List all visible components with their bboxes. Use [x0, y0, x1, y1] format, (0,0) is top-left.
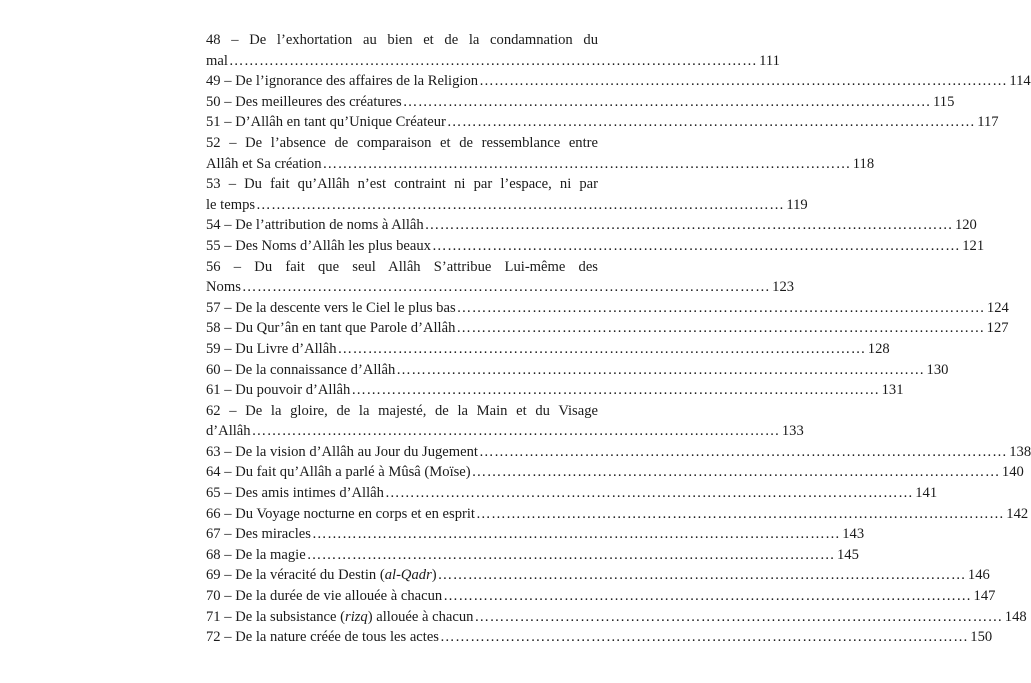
toc-entry[interactable]	[206, 504, 1029, 525]
toc-entry-title: 58 – Du Qur’ân en tant que Parole d’Allâh	[206, 320, 456, 337]
toc-page-number: 143	[842, 526, 865, 543]
toc-entry[interactable]	[206, 360, 949, 381]
toc-entry-title: 72 – De la nature créée de tous les actes	[206, 629, 439, 646]
toc-entry-title: 63 – De la vision d’Allâh au Jour du Jugement	[206, 443, 478, 460]
toc-entry-title: 52 – De l’absence de comparaison et de ressemblance entre	[206, 134, 598, 151]
toc-page-number: 146	[967, 567, 990, 584]
toc-page-number: 121	[962, 237, 985, 254]
toc-leader-dots: ……………………………………………………………………………………………	[443, 588, 972, 605]
toc-entry-line	[206, 524, 865, 545]
toc-entry-line	[206, 462, 1024, 483]
toc-page-number: 124	[986, 299, 1009, 316]
toc-leader-dots: ……………………………………………………………………………………………	[322, 155, 851, 172]
toc-entry-title: 60 – De la connaissance d’Allâh	[206, 361, 396, 378]
toc-entry[interactable]	[206, 483, 938, 504]
toc-leader-dots: ……………………………………………………………………………………………	[241, 279, 771, 296]
toc-entry[interactable]	[206, 442, 1031, 463]
toc-entry-line	[206, 257, 598, 278]
toc-entry-line	[206, 504, 1029, 525]
toc-entry-title: 48 – De l’exhortation au bien et de la condamnation du	[206, 32, 598, 48]
toc-entry-line	[206, 236, 985, 257]
toc-entry-title: 49 – De l’ignorance des affaires de la Religion	[206, 73, 479, 90]
toc-entry-line	[206, 30, 598, 51]
toc-leader-dots: ……………………………………………………………………………………………	[456, 320, 985, 337]
toc-page-number: 118	[852, 155, 875, 172]
toc-entry[interactable]	[206, 298, 1009, 319]
toc-entry-title: 53 – Du fait qu’Allâh n’est contraint ni par l’espace, ni par	[206, 176, 598, 193]
toc-entry-title: 61 – Du pouvoir d’Allâh	[206, 382, 351, 399]
toc-entry-line	[206, 360, 949, 381]
toc-leader-dots: ……………………………………………………………………………………………	[456, 299, 985, 316]
toc-entry-line	[206, 627, 993, 648]
toc-entry-title: 67 – Des miracles	[206, 526, 311, 543]
toc-entry[interactable]	[206, 565, 990, 586]
toc-entry-line	[206, 277, 795, 298]
toc-entry[interactable]	[206, 545, 859, 566]
table-of-contents	[206, 30, 1031, 648]
toc-entry[interactable]	[206, 401, 804, 442]
toc-entry-title: 50 – Des meilleures des créatures	[206, 93, 402, 110]
toc-entry-title: 71 – De la subsistance (rizq) allouée à chacun	[206, 608, 474, 625]
toc-entry[interactable]	[206, 236, 985, 257]
toc-entry[interactable]	[206, 71, 1031, 92]
toc-leader-dots: ……………………………………………………………………………………………	[228, 52, 758, 69]
toc-entry[interactable]	[206, 215, 977, 236]
toc-entry-title: le temps	[206, 196, 256, 213]
toc-entry-line	[206, 298, 1009, 319]
toc-entry[interactable]	[206, 380, 904, 401]
toc-entry-title: Allâh et Sa création	[206, 155, 322, 172]
toc-leader-dots: ……………………………………………………………………………………………	[440, 629, 969, 646]
toc-entry-title: 62 – De la gloire, de la majesté, de la Main et du Visage	[206, 402, 598, 419]
toc-leader-dots: ……………………………………………………………………………………………	[351, 382, 880, 399]
toc-page-number: 114	[1009, 73, 1031, 90]
toc-entry-line	[206, 421, 804, 442]
toc-entry-title: 56 – Du fait que seul Allâh S’attribue Lui-même des	[206, 258, 598, 275]
toc-entry-title: 70 – De la durée de vie allouée à chacun	[206, 588, 443, 605]
toc-entry-title: 64 – Du fait qu’Allâh a parlé à Mûsâ (Moïse)	[206, 464, 471, 481]
toc-leader-dots: ……………………………………………………………………………………………	[402, 93, 932, 110]
toc-entry-line	[206, 545, 859, 566]
toc-entry-title: 66 – Du Voyage nocturne en corps et en esprit	[206, 505, 475, 522]
toc-page-number: 138	[1009, 443, 1031, 460]
toc-page-number: 119	[786, 196, 808, 213]
toc-entry-line	[206, 380, 904, 401]
toc-page-number: 133	[781, 423, 804, 440]
toc-entry-title: 57 – De la descente vers le Ciel le plus bas	[206, 299, 456, 316]
toc-entry-title: 68 – De la magie	[206, 546, 306, 563]
toc-entry[interactable]	[206, 92, 955, 113]
toc-entry[interactable]	[206, 318, 1009, 339]
toc-page-number: 130	[926, 361, 949, 378]
toc-entry-line	[206, 442, 1031, 463]
toc-entry-title: mal	[206, 52, 228, 69]
toc-leader-dots: ……………………………………………………………………………………………	[251, 423, 780, 440]
toc-entry[interactable]	[206, 133, 875, 174]
toc-leader-dots: ……………………………………………………………………………………………	[384, 485, 914, 502]
toc-entry-line	[206, 339, 890, 360]
toc-page-number: 128	[867, 340, 890, 357]
toc-entry[interactable]	[206, 627, 993, 648]
toc-entry-line	[206, 174, 598, 195]
toc-entry-title: 51 – D’Allâh en tant qu’Unique Créateur	[206, 114, 446, 131]
toc-page-number: 141	[915, 485, 938, 502]
toc-entry-title: 59 – Du Livre d’Allâh	[206, 340, 337, 357]
toc-entry-line	[206, 318, 1009, 339]
toc-page-number: 123	[772, 279, 795, 296]
toc-leader-dots: ……………………………………………………………………………………………	[471, 464, 1000, 481]
toc-entry-line	[206, 215, 977, 236]
toc-leader-dots: ……………………………………………………………………………………………	[475, 505, 1005, 522]
toc-page-number: 117	[977, 114, 999, 131]
toc-leader-dots: ……………………………………………………………………………………………	[474, 608, 1003, 625]
toc-page-number: 127	[986, 320, 1009, 337]
toc-entry-line	[206, 154, 875, 175]
toc-leader-dots: ……………………………………………………………………………………………	[446, 114, 976, 131]
toc-entry-line	[206, 586, 996, 607]
toc-entry[interactable]	[206, 607, 1027, 628]
toc-entry-line	[206, 195, 808, 216]
toc-entry[interactable]	[206, 339, 890, 360]
toc-page-number: 145	[836, 546, 859, 563]
toc-entry[interactable]	[206, 462, 1024, 483]
toc-entry-title: 69 – De la véracité du Destin (al-Qadr)	[206, 567, 437, 584]
toc-leader-dots: ……………………………………………………………………………………………	[437, 567, 966, 584]
toc-leader-dots: ……………………………………………………………………………………………	[431, 237, 961, 254]
toc-entry[interactable]	[206, 586, 996, 607]
toc-leader-dots: ……………………………………………………………………………………………	[396, 361, 925, 378]
toc-entry-title: 55 – Des Noms d’Allâh les plus beaux	[206, 237, 431, 254]
toc-page-number: 140	[1001, 464, 1024, 481]
toc-page-number: 131	[881, 382, 904, 399]
toc-entry-title: 65 – Des amis intimes d’Allâh	[206, 485, 384, 502]
toc-entry-line	[206, 51, 780, 72]
toc-entry-line	[206, 565, 990, 586]
toc-leader-dots: ……………………………………………………………………………………………	[479, 73, 1008, 90]
toc-leader-dots: ……………………………………………………………………………………………	[256, 196, 785, 213]
toc-entry-title: Noms	[206, 279, 241, 296]
toc-page-number: 111	[759, 52, 780, 69]
toc-entry[interactable]	[206, 257, 795, 298]
toc-entry[interactable]	[206, 524, 865, 545]
toc-entry-line	[206, 71, 1031, 92]
toc-leader-dots: ……………………………………………………………………………………………	[311, 526, 841, 543]
toc-page-number: 148	[1004, 608, 1027, 625]
toc-leader-dots: ……………………………………………………………………………………………	[337, 340, 866, 357]
toc-entry-line	[206, 607, 1027, 628]
toc-entry[interactable]	[206, 30, 780, 71]
toc-page-number: 115	[933, 93, 955, 110]
toc-entry-title: 54 – De l’attribution de noms à Allâh	[206, 217, 424, 234]
toc-page-number: 120	[954, 217, 977, 234]
toc-page-number: 147	[973, 588, 996, 605]
toc-leader-dots: ……………………………………………………………………………………………	[306, 546, 835, 563]
toc-entry-line	[206, 401, 598, 422]
toc-entry[interactable]	[206, 174, 808, 215]
toc-entry-title: d’Allâh	[206, 423, 251, 440]
toc-leader-dots: ……………………………………………………………………………………………	[424, 217, 953, 234]
toc-entry-line	[206, 483, 938, 504]
toc-leader-dots: ……………………………………………………………………………………………	[478, 443, 1008, 460]
toc-entry[interactable]	[206, 112, 999, 133]
toc-entry-line	[206, 92, 955, 113]
toc-entry-line	[206, 112, 999, 133]
toc-page-number: 150	[970, 629, 993, 646]
toc-page-number: 142	[1006, 505, 1029, 522]
toc-entry-line	[206, 133, 598, 154]
